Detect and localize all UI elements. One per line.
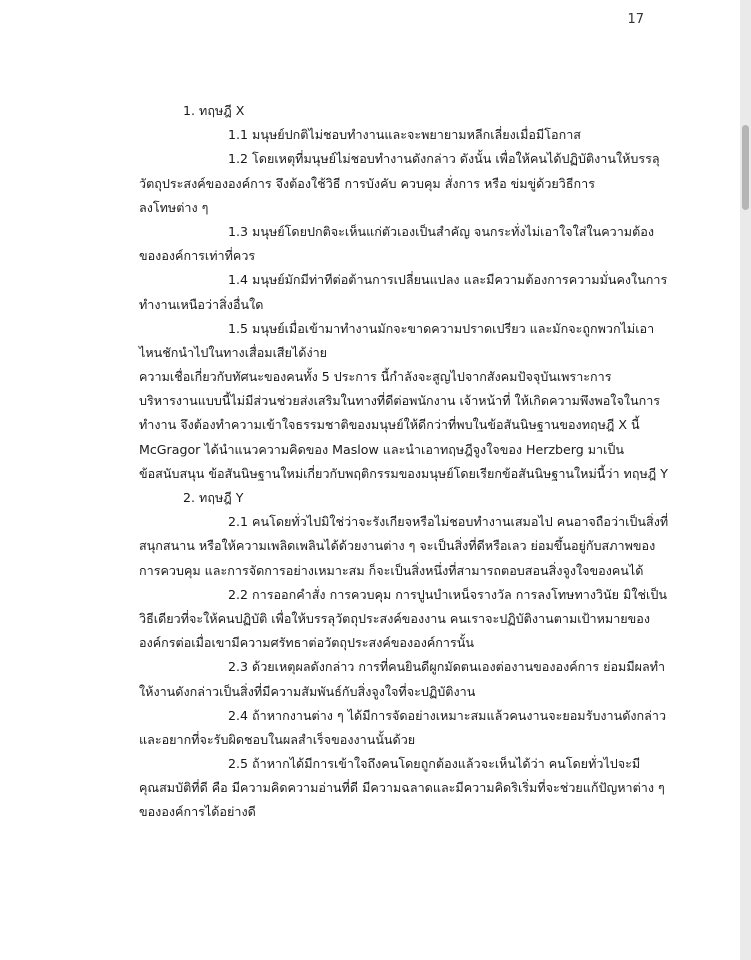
paragraph-line: ลงโทษต่าง ๆ: [139, 199, 209, 215]
paragraph-line: ขององค์การเท่าที่ควร: [139, 248, 256, 264]
paragraph-line: การควบคุม และการจัดการอย่างเหมาะสม ก็จะเป็นสิ่งหนึ่งที่สามารถตอบสอนสิ่งจูงใจของคนได้: [139, 562, 644, 578]
paragraph-line: คุณสมบัติที่ดี คือ มีความคิดความอ่านที่ดี มีความฉลาดและมีความคิดริเริ่มที่จะช่วยแก้ปัญหาต่าง ๆ: [139, 780, 665, 796]
vertical-scrollbar[interactable]: [740, 0, 751, 960]
page-number: 17: [627, 12, 644, 27]
paragraph-line: วัตถุประสงค์ขององค์การ จึงต้องใช้วิธี การบังคับ ควบคุม สั่งการ หรือ ข่มขู่ด้วยวิธีการ: [139, 175, 596, 191]
paragraph-line: ไหนชักนำไปในทางเสื่อมเสียได้ง่าย: [139, 344, 328, 360]
paragraph-line: ทำงานเหนือว่าสิ่งอื่นใด: [139, 296, 264, 312]
paragraph-line: 1.2 โดยเหตุที่มนุษย์ไม่ชอบทำงานดังกล่าว ดังนั้น เพื่อให้คนได้ปฏิบัติงานให้บรรลุ: [228, 151, 660, 167]
document-body: [139, 99, 669, 825]
scrollbar-thumb[interactable]: [742, 125, 749, 210]
paragraph-line: และอยากที่จะรับผิดชอบในผลสำเร็จของงานนั้นด้วย: [139, 731, 416, 747]
paragraph-line: 2.4 ถ้าหากงานต่าง ๆ ได้มีการจัดอย่างเหมาะสมแล้วคนงานจะยอมรับงานดังกล่าว: [228, 707, 667, 723]
paragraph-line: 2.2 การออกคำสั่ง การควบคุม การปูนบำเหน็จรางวัล การลงโทษทางวินัย มิใช่เป็น: [228, 586, 667, 602]
paragraph-line: 1.5 มนุษย์เมื่อเข้ามาทำงานมักจะขาดความปราดเปรียว และมักจะถูกพวกไม่เอา: [228, 320, 655, 336]
paragraph-line: ให้งานดังกล่าวเป็นสิ่งที่มีความสัมพันธ์กับสิ่งจูงใจที่จะปฏิบัติงาน: [139, 683, 476, 699]
paragraph-line: ขององค์การได้อย่างดี: [139, 804, 256, 820]
paragraph-line: บริหารงานแบบนี้ไม่มีส่วนช่วยส่งเสริมในทางที่ดีต่อพนักงาน เจ้าหน้าที่ ให้เกิดความพึงพอใจในการ: [139, 393, 661, 409]
paragraph-line: 2.3 ด้วยเหตุผลดังกล่าว การที่คนยินดีผูกมัดตนเองต่องานขององค์การ ย่อมมีผลทำ: [228, 659, 666, 675]
paragraph-line: วิธีเดียวที่จะให้คนปฏิบัติ เพื่อให้บรรลุวัตถุประสงค์ของงาน คนเราจะปฏิบัติงานตามเป้าหมายของ: [139, 610, 650, 626]
paragraph-line: 2.5 ถ้าหากได้มีการเข้าใจถึงคนโดยถูกต้องแล้วจะเห็นได้ว่า คนโดยทั่วไปจะมี: [228, 756, 641, 772]
paragraph-line: 1.1 มนุษย์ปกติไม่ชอบทำงานและจะพยายามหลีกเลี่ยงเมื่อมีโอกาส: [228, 127, 581, 143]
paragraph-line: ทำงาน จึงต้องทำความเข้าใจธรรมชาติของมนุษย์ให้ดีกว่าที่พบในข้อสันนิษฐานของทฤษฎี X นี้: [139, 417, 640, 433]
paragraph-line: สนุกสนาน หรือให้ความเพลิดเพลินได้ด้วยงานต่าง ๆ จะเป็นสิ่งที่ดีหรือเลว ย่อมขึ้นอยู่กับสภาพของ: [139, 538, 656, 554]
paragraph-line: องค์กรต่อเมื่อเขามีความศรัทธาต่อวัตถุประสงค์ขององค์การนั้น: [139, 635, 474, 651]
paragraph-line: 1.3 มนุษย์โดยปกติจะเห็นแก่ตัวเองเป็นสำคัญ จนกระทั่งไม่เอาใจใส่ในความต้อง: [228, 223, 654, 239]
heading-theory-y: 2. ทฤษฎี Y: [183, 490, 244, 505]
paragraph-line: ความเชื่อเกี่ยวกับทัศนะของคนทั้ง 5 ประการ นี้กำลังจะสูญไปจากสังคมปัจจุบันเพราะการ: [139, 369, 612, 385]
heading-theory-x: 1. ทฤษฎี X: [183, 103, 245, 118]
paragraph-line: 1.4 มนุษย์มักมีท่าทีต่อต้านการเปลี่ยนแปลง และมีความต้องการความมั่นคงในการ: [228, 272, 668, 288]
paragraph-line: ข้อสนับสนุน ข้อสันนิษฐานใหม่เกี่ยวกับพฤติกรรมของมนุษย์โดยเรียกข้อสันนิษฐานใหม่นี้ว่า ทฤษฎี Y: [139, 465, 668, 481]
paragraph-line: McGragor ได้นำแนวความคิดของ Maslow และนำเอาทฤษฎีจูงใจของ Herzberg มาเป็น: [139, 441, 625, 457]
paragraph-line: 2.1 คนโดยทั่วไปมิใช่ว่าจะรังเกียจหรือไม่ชอบทำงานเสมอไป คนอาจถือว่าเป็นสิ่งที่: [228, 514, 669, 530]
